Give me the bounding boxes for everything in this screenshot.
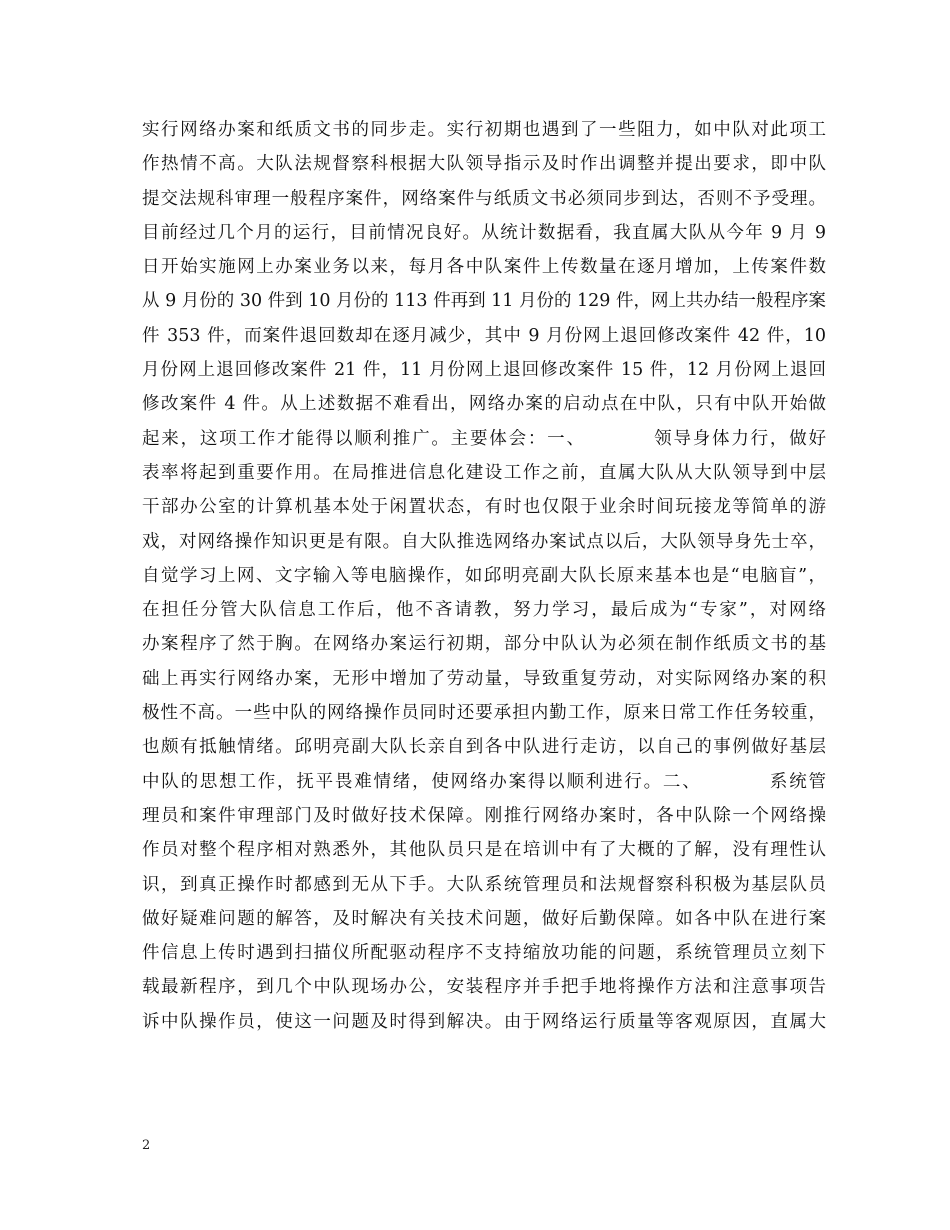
text-line: 自觉学习上网、文字输入等电脑操作，如邱明亮副大队长原来基本也是“电脑盲”， (142, 565, 826, 586)
text-line: 件信息上传时遇到扫描仪所配驱动程序不支持缩放功能的问题，系统管理员立刻下 (142, 943, 826, 964)
text-line: 干部办公室的计算机基本处于闲置状态，有时也仅限于业余时间玩接龙等简单的游 (142, 497, 826, 518)
text-line: 中队的思想工作，抚平畏难情绪，使网络办案得以顺利进行。二、 系统管 (142, 771, 826, 792)
text-line: 从 9 月份的 30 件到 10 月份的 113 件再到 11 月份的 129 件，网上共办结一般程序案 (142, 291, 826, 312)
text-line: 极性不高。一些中队的网络操作员同时还要承担内勤工作，原来日常工作任务较重， (142, 703, 826, 724)
text-line: 戏，对网络操作知识更是有限。自大队推选网络办案试点以后，大队领导身先士卒， (142, 531, 826, 552)
text-line: 作员对整个程序相对熟悉外，其他队员只是在培训中有了大概的了解，没有理性认 (142, 840, 826, 861)
text-line: 诉中队操作员，使这一问题及时得到解决。由于网络运行质量等客观原因，直属大 (142, 1011, 826, 1032)
text-line: 修改案件 4 件。从上述数据不难看出，网络办案的启动点在中队，只有中队开始做 (142, 394, 826, 415)
text-line: 目前经过几个月的运行，目前情况良好。从统计数据看，我直属大队从今年 9 月 9 (142, 222, 826, 243)
text-line: 识，到真正操作时都感到无从下手。大队系统管理员和法规督察科积极为基层队员 (142, 874, 826, 895)
page-number: 2 (142, 1138, 151, 1153)
text-line: 实行网络办案和纸质文书的同步走。实行初期也遇到了一些阻力，如中队对此项工 (142, 120, 826, 140)
body-text (142, 113, 826, 1039)
text-line: 起来，这项工作才能得以顺利推广。主要体会：一、 领导身体力行，做好 (142, 428, 826, 449)
text-line: 日开始实施网上办案业务以来，每月各中队案件上传数量在逐月增加，上传案件数 (142, 257, 826, 278)
text-line: 也颇有抵触情绪。邱明亮副大队长亲自到各中队进行走访，以自己的事例做好基层 (142, 737, 826, 758)
text-line: 础上再实行网络办案，无形中增加了劳动量，导致重复劳动，对实际网络办案的积 (142, 668, 826, 689)
text-line: 提交法规科审理一般程序案件，网络案件与纸质文书必须同步到达，否则不予受理。 (142, 188, 826, 209)
text-line: 做好疑难问题的解答，及时解决有关技术问题，做好后勤保障。如各中队在进行案 (142, 908, 826, 929)
text-line: 作热情不高。大队法规督察科根据大队领导指示及时作出调整并提出要求，即中队 (142, 154, 826, 175)
text-line: 办案程序了然于胸。在网络办案运行初期，部分中队认为必须在制作纸质文书的基 (142, 634, 826, 655)
text-line: 表率将起到重要作用。在局推进信息化建设工作之前，直属大队从大队领导到中层 (142, 462, 826, 483)
text-line: 载最新程序，到几个中队现场办公，安装程序并手把手地将操作方法和注意事项告 (142, 977, 826, 998)
text-line: 理员和案件审理部门及时做好技术保障。刚推行网络办案时，各中队除一个网络操 (142, 805, 826, 826)
text-line: 件 353 件，而案件退回数却在逐月减少，其中 9 月份网上退回修改案件 42 件，10 (142, 325, 826, 346)
text-line: 在担任分管大队信息工作后，他不吝请教，努力学习，最后成为“专家”，对网络 (142, 600, 826, 621)
text-line: 月份网上退回修改案件 21 件，11 月份网上退回修改案件 15 件，12 月份网上退回 (142, 360, 826, 381)
